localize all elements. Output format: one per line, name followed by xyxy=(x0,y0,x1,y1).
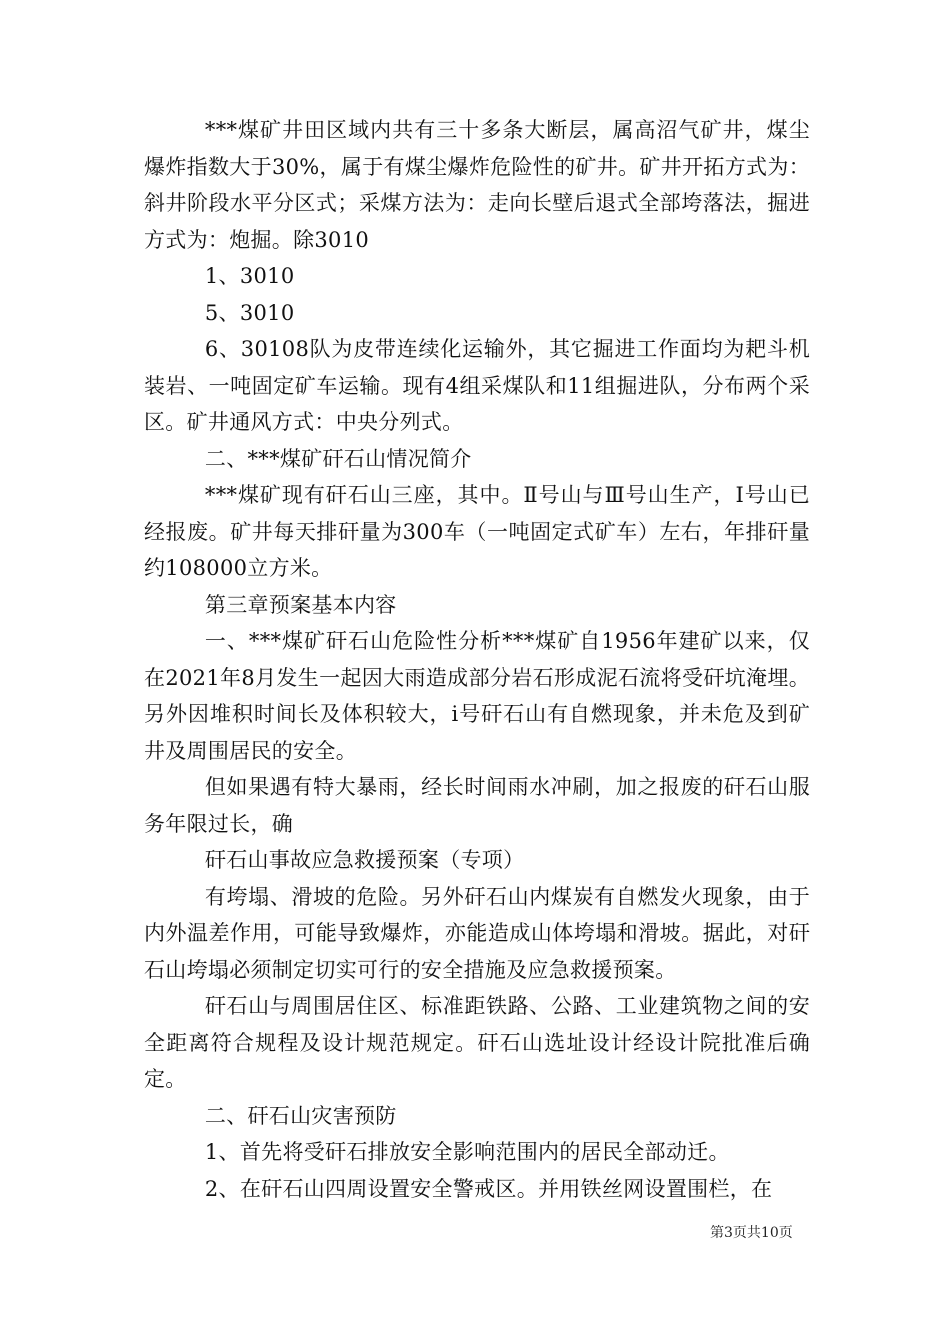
list-item: 1、首先将受矸石排放安全影响范围内的居民全部动迁。 xyxy=(204,1140,730,1164)
paragraph: 1、3010 xyxy=(204,264,295,288)
paragraph: ***煤矿现有矸石山三座，其中。Ⅱ号山与Ⅲ号山生产，Ⅰ号山已经报废。矿井每天排矸量为300车（一吨固定式矿车）左右，年排矸量约108000立方米。 xyxy=(144,483,810,580)
page-number-footer: 第3页共10页 xyxy=(710,1225,793,1241)
document-body xyxy=(144,112,810,1207)
paragraph: 一、***煤矿矸石山危险性分析***煤矿自1956年建矿以来，仅在2021年8月发生一起因大雨造成部分岩石形成泥石流将受矸坑淹埋。另外因堆积时间长及体积较大，i号矸石山有自燃现象，并未危及到矿井及周围居民的安全。 xyxy=(144,629,810,763)
paragraph: 5、3010 xyxy=(204,300,295,325)
section-heading: 二、矸石山灾害预防 xyxy=(204,1103,397,1128)
document-title-line: 矸石山事故应急救援预案（专项） xyxy=(204,848,525,872)
paragraph: 有垮塌、滑坡的危险。另外矸石山内煤炭有自燃发火现象，由于内外温差作用，可能导致爆炸，亦能造成山体垮塌和滑坡。据此，对矸石山垮塌必须制定切实可行的安全措施及应急救援预案。 xyxy=(144,884,810,982)
paragraph: 6、30108队为皮带连续化运输外，其它掘进工作面均为耙斗机装岩、一吨固定矿车运输。现有4组采煤队和11组掘进队，分布两个采区。矿井通风方式：中央分列式。 xyxy=(144,337,810,434)
paragraph: ***煤矿井田区域内共有三十多条大断层，属高沼气矿井，煤尘爆炸指数大于30%，属于有煤尘爆炸危险性的矿井。矿井开拓方式为：斜井阶段水平分区式；采煤方法为：走向长壁后退式全部垮落法，掘进方式为：炮掘。除3010 xyxy=(144,118,810,252)
paragraph: 但如果遇有特大暴雨，经长时间雨水冲刷，加之报废的矸石山服务年限过长，确 xyxy=(144,775,810,836)
section-heading: 二、***煤矿矸石山情况简介 xyxy=(204,446,472,471)
paragraph: 矸石山与周围居住区、标准距铁路、公路、工业建筑物之间的安全距离符合规程及设计规范规定。矸石山选址设计经设计院批准后确定。 xyxy=(144,994,810,1091)
list-item: 2、在矸石山四周设置安全警戒区。并用铁丝网设置围栏，在 xyxy=(204,1176,773,1201)
chapter-heading: 第三章预案基本内容 xyxy=(204,592,397,617)
